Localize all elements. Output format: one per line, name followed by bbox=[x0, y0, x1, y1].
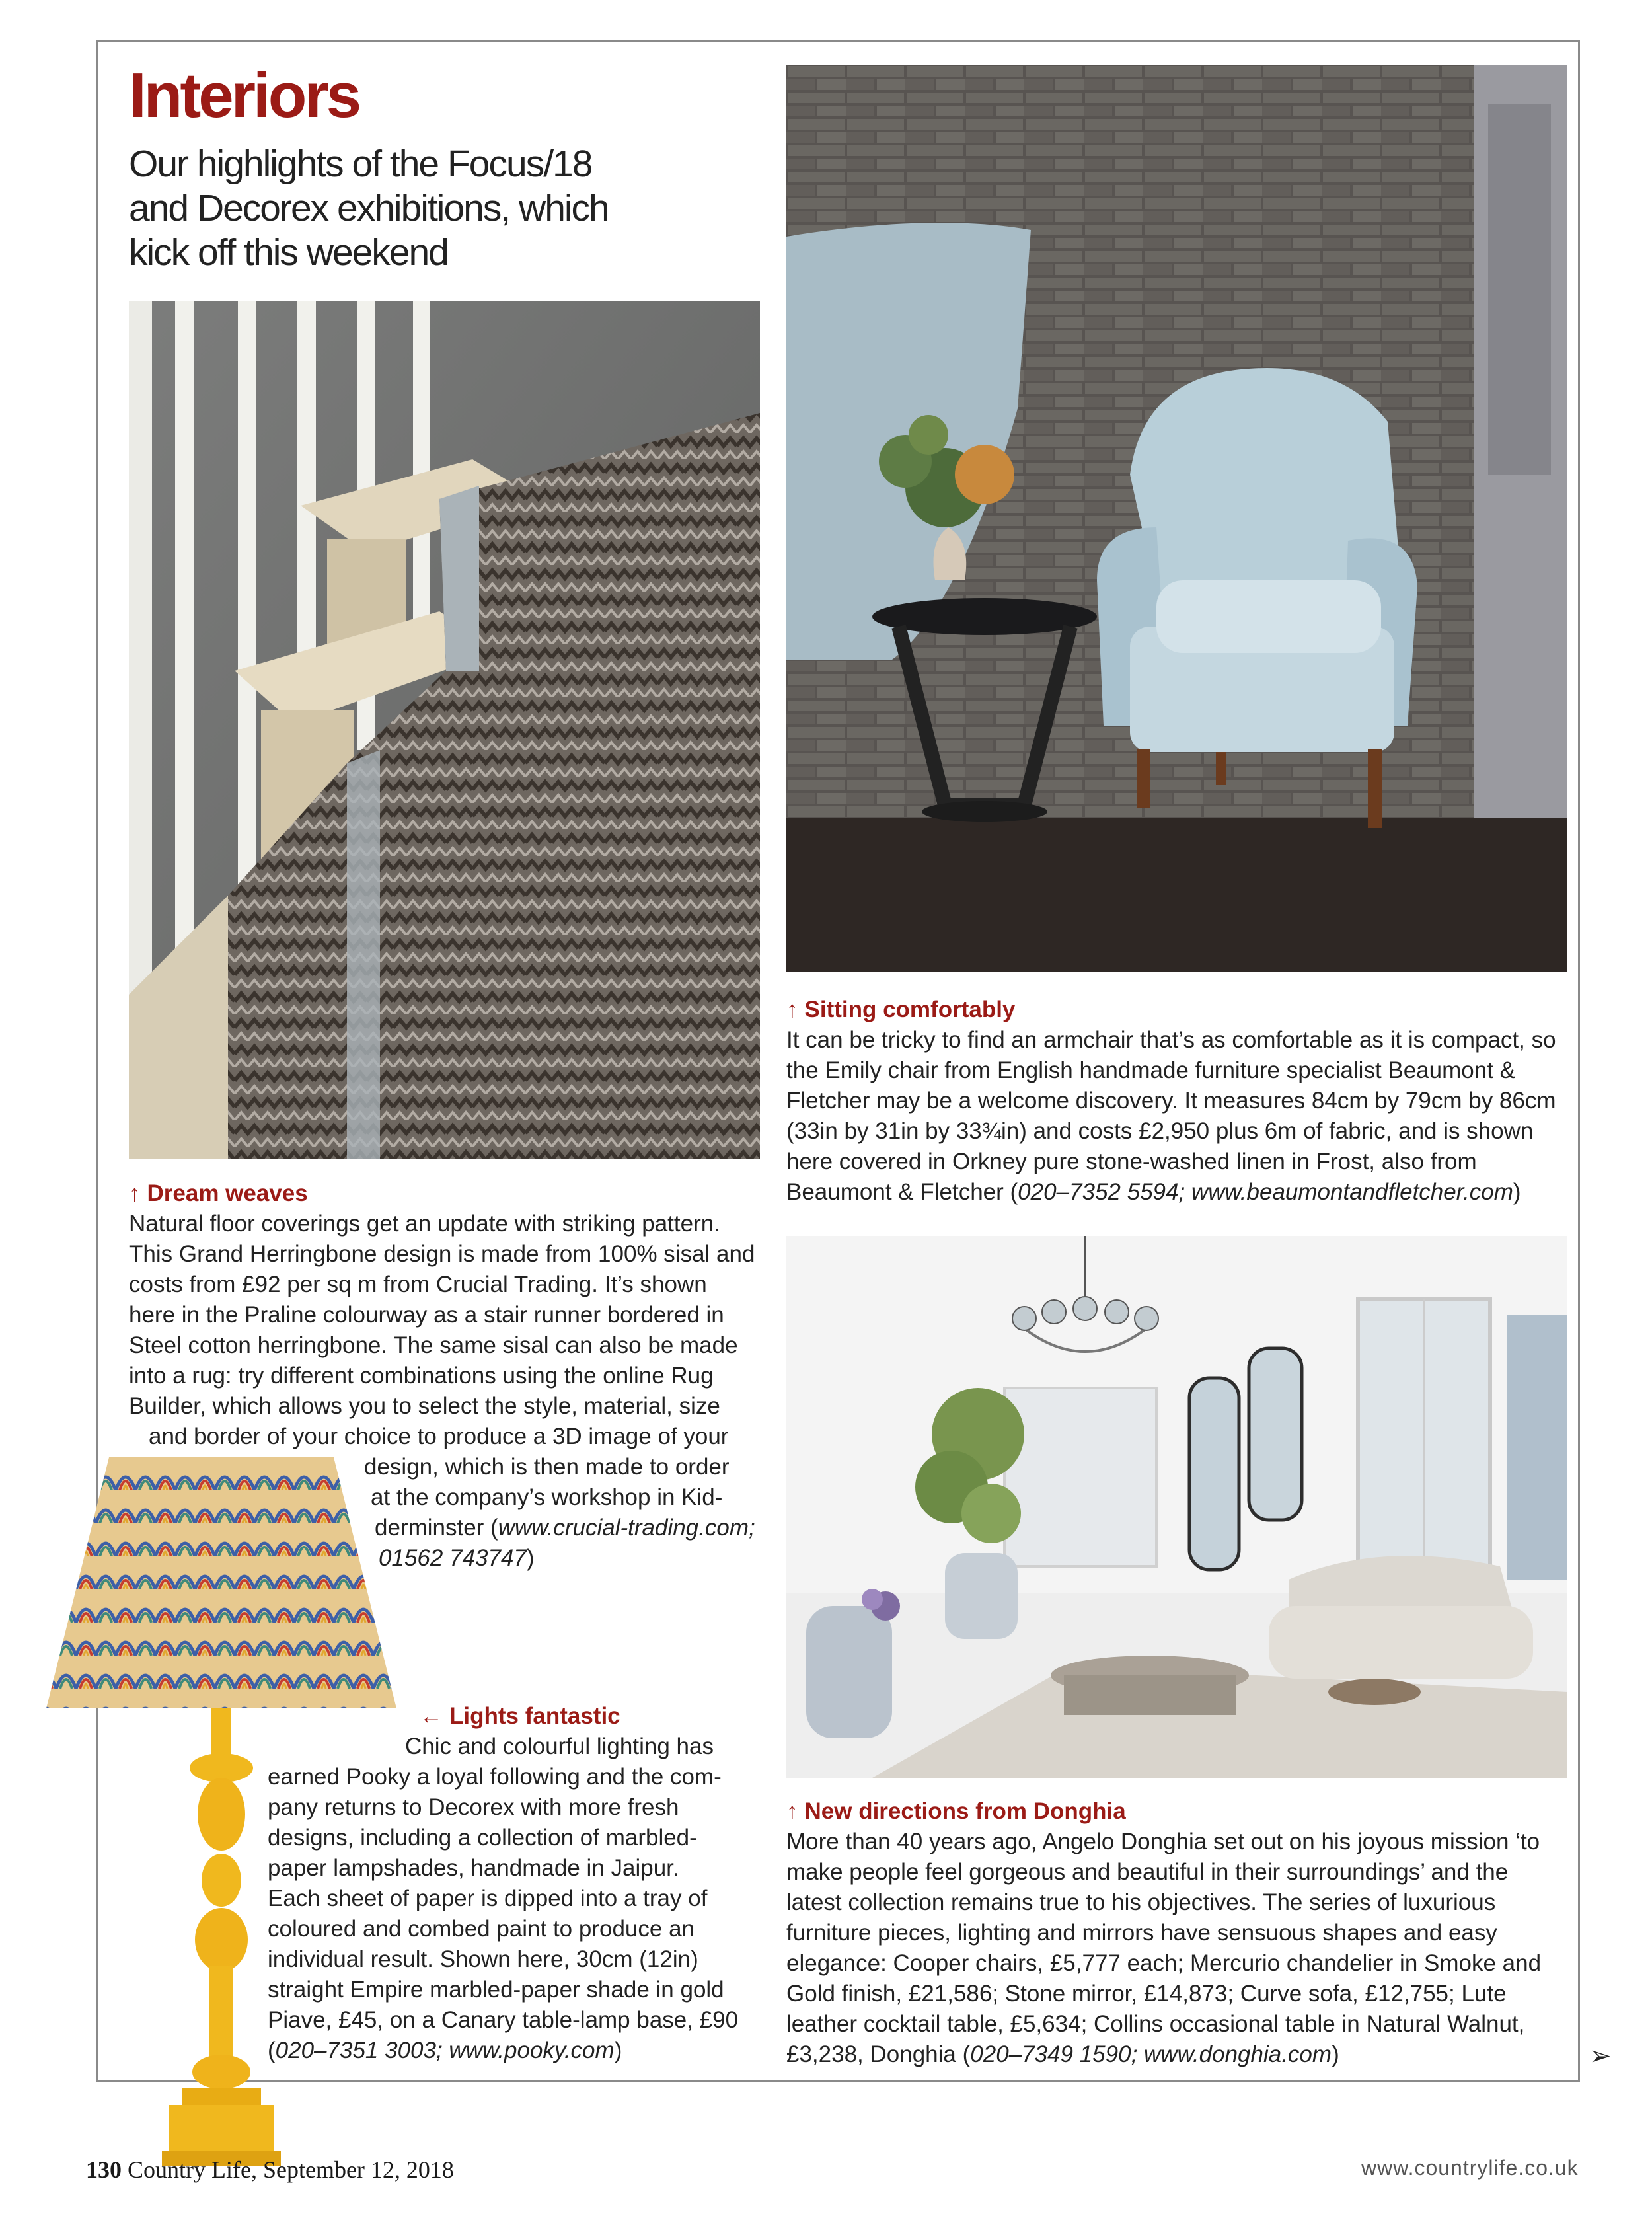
crucial-trading-url: www.crucial-trading.com; bbox=[498, 1515, 755, 1541]
continue-arrow-icon: ➢ bbox=[1589, 2042, 1612, 2071]
up-arrow-icon: ↑ bbox=[786, 997, 798, 1022]
donghia-contact: 020–7349 1590; www.donghia.com bbox=[970, 2042, 1332, 2067]
donghia-heading: New directions from Donghia bbox=[804, 1798, 1126, 1824]
dream-weaves-caption: ↑ Dream weaves Natural floor coverings get an update with striking pattern. This Grand Herringbone design is made from 100% sisal and costs from £92 per sq m from Crucial Trading. It’s shown here in the Praline colourway as a stair runner bordered in Steel cotton herringbone. The same sisal can also be made into a rug: try different combinations using the online Rug Builder, which allows you to select the style, material, size and border of your choice to produce a 3D image of your design, which is then made to order at the company’s workshop in Kid- derminster (www.crucial-trading.com; 01562 743747) bbox=[129, 1178, 757, 1574]
lights-fantastic-line: individual result. Shown here, 30cm (12in) bbox=[268, 1946, 698, 1972]
up-arrow-icon: ↑ bbox=[786, 1798, 798, 1824]
section-title: Interiors bbox=[129, 60, 359, 131]
pooky-contact: 020–7351 3003; www.pooky.com bbox=[275, 2038, 615, 2063]
sitting-comfortably-heading: Sitting comfortably bbox=[804, 997, 1016, 1022]
lights-fantastic-line: earned Pooky a loyal following and the com- bbox=[268, 1764, 722, 1790]
dream-weaves-line: derminster ( bbox=[375, 1515, 498, 1541]
page-number: 130 bbox=[86, 2157, 122, 2183]
publication-line: Country Life, September 12, 2018 bbox=[128, 2157, 454, 2183]
donghia-body: More than 40 years ago, Angelo Donghia set out on his joyous mission ‘to make people feel gorgeous and beautiful in their surroundings’ and the latest collection remains true to his objectives. The series of luxurious furniture pieces, lighting and mirrors have sensuous shapes and easy elegance: Cooper chairs, £5,777 each; Mercurio chandelier in Smoke and Gold finish, £21,586; Stone mirror, £14,873; Curve sofa, £12,755; Lute leather cocktail table, £5,634; Collins occasional table in Natural Walnut, £3,238, Donghia ( bbox=[786, 1829, 1542, 2067]
armchair-photo bbox=[786, 65, 1567, 972]
website-url[interactable]: www.countrylife.co.uk bbox=[1361, 2156, 1579, 2180]
lights-fantastic-line: pany returns to Decorex with more fresh bbox=[268, 1794, 679, 1820]
donghia-caption: ↑ New directions from Donghia More than 40 years ago, Angelo Donghia set out on his joyous mission ‘to make people feel gorgeous and beautiful in their surroundings’ and the latest collection remains true to his objectives. The series of luxurious furniture pieces, lighting and mirrors have sensuous shapes and easy elegance: Cooper chairs, £5,777 each; Mercurio chandelier in Smoke and Gold finish, £21,586; Stone mirror, £14,873; Curve sofa, £12,755; Lute leather cocktail table, £5,634; Collins occasional table in Natural Walnut, £3,238, Donghia (020–7349 1590; www.donghia.com) bbox=[786, 1798, 1542, 2067]
lights-fantastic-heading: Lights fantastic bbox=[449, 1703, 620, 1729]
donghia-room-photo bbox=[786, 1236, 1567, 1778]
left-arrow-icon: ← bbox=[420, 1703, 443, 1729]
dream-weaves-line: design, which is then made to order bbox=[364, 1454, 730, 1480]
lights-fantastic-caption: ← Lights fantastic Chic and colourful lighting has earned Pooky a loyal following and the com- pany returns to Decorex with more fresh designs, including a collection of marbled- paper lampshades, handmade in Jaipur. Each sheet of paper is dipped into a tray of coloured and combed paint to produce an individual result. Shown here, 30cm (12in) straight Empire marbled-paper shade in gold Piave, £45, on a Canary table-lamp base, £90 (020–7351 3003; www.pooky.com) bbox=[268, 1703, 739, 2063]
standfirst: Our highlights of the Focus/18 and Decorex exhibitions, which kick off this weekend bbox=[129, 143, 609, 274]
lights-fantastic-line: coloured and combed paint to produce an bbox=[268, 1916, 695, 1942]
lights-fantastic-line: Chic and colourful lighting has bbox=[405, 1734, 714, 1759]
lights-fantastic-line: paper lampshades, handmade in Jaipur. bbox=[268, 1855, 679, 1881]
dream-weaves-heading: Dream weaves bbox=[147, 1180, 308, 1206]
sitting-comfortably-caption: ↑ Sitting comfortably It can be tricky to find an armchair that’s as comfortable as it is compact, so the Emily chair from English handmade furniture specialist Beaumont & Fletcher may be a welcome discovery. It measures 84cm by 79cm by 86cm (33in by 31in by 33¾in) and costs £2,950 plus 6m of fabric, and is shown here covered in Orkney pure stone-washed linen in Frost, also from Beaumont & Fletcher (020–7352 5594; www.beaumontandfletcher.com) bbox=[786, 997, 1556, 1205]
lights-fantastic-line: designs, including a collection of marbled- bbox=[268, 1825, 697, 1851]
dream-weaves-line: and border of your choice to produce a 3D image of your bbox=[149, 1424, 729, 1449]
dream-weaves-body: Natural floor coverings get an update with striking pattern. This Grand Herringbone design is made from 100% sisal and costs from £92 per sq m from Crucial Trading. It’s shown here in the Praline colourway as a stair runner bordered in Steel cotton herringbone. The same sisal can also be made into a rug: try different combinations using the online Rug Builder, which allows you to select the style, material, size bbox=[129, 1211, 755, 1419]
crucial-trading-phone: 01562 743747 bbox=[379, 1545, 527, 1571]
up-arrow-icon: ↑ bbox=[129, 1180, 141, 1206]
dream-weaves-line: at the company’s workshop in Kid- bbox=[371, 1484, 723, 1510]
lights-fantastic-line: Each sheet of paper is dipped into a tray of bbox=[268, 1886, 708, 1911]
lights-fantastic-line: straight Empire marbled-paper shade in gold bbox=[268, 1977, 724, 2003]
beaumont-contact: 020–7352 5594; www.beaumontandfletcher.com bbox=[1018, 1179, 1513, 1205]
sitting-comfortably-body: It can be tricky to find an armchair that’s as comfortable as it is compact, so the Emily chair from English handmade furniture specialist Beaumont & Fletcher may be a welcome discovery. It measures 84cm by 79cm by 86cm (33in by 31in by 33¾in) and costs £2,950 plus 6m of fabric, and is shown here covered in Orkney pure stone-washed linen in Frost, also from Beaumont & Fletcher ( bbox=[786, 1027, 1556, 1205]
lights-fantastic-line: Piave, £45, on a Canary table-lamp base, £90 bbox=[268, 2007, 739, 2033]
stair-runner-photo bbox=[129, 301, 760, 1159]
